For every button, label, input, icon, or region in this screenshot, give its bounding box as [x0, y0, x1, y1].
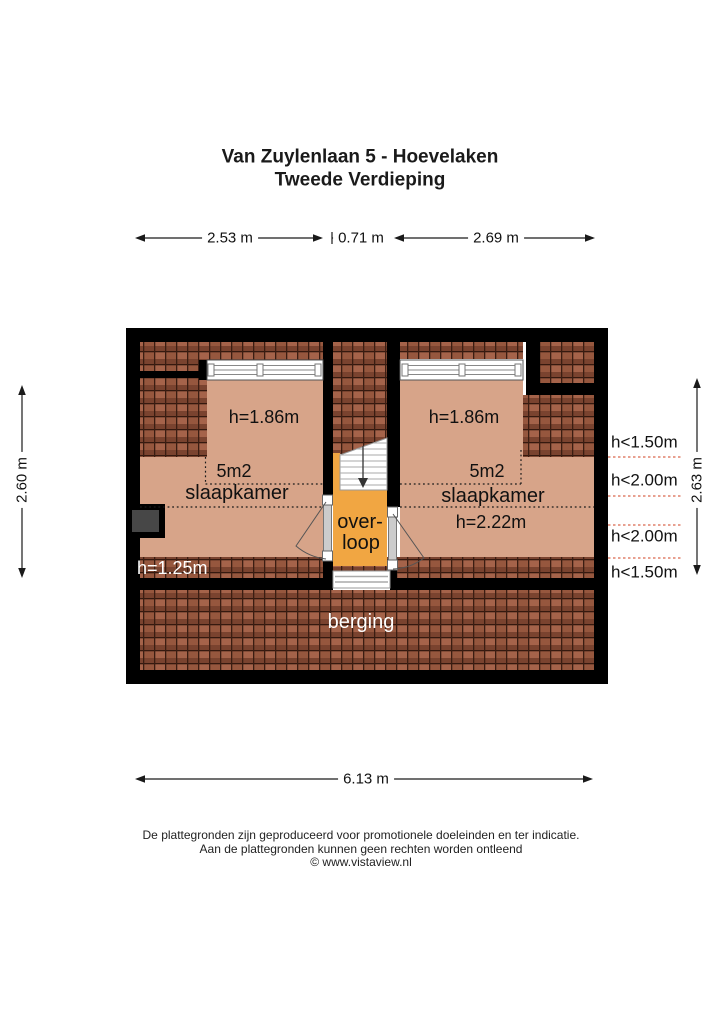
- page-title-line1: Van Zuylenlaan 5 - Hoevelaken: [221, 146, 499, 168]
- door-berging: [333, 571, 390, 588]
- dim-bottom: 6.13 m: [338, 772, 394, 787]
- dim-top-right: 2.69 m: [468, 231, 524, 246]
- height-zone-4: h<1.50m: [611, 562, 678, 582]
- bedroom-left-ceiling-height: h=1.86m: [228, 407, 300, 427]
- dim-top-left: 2.53 m: [202, 231, 258, 246]
- window-bedroom-left: [207, 360, 323, 380]
- knee-wall-height: h=1.25m: [137, 558, 208, 578]
- bedroom-left-area: 5m2: [216, 461, 252, 481]
- landing-name-line2: loop: [342, 532, 380, 554]
- height-zone-2: h<2.00m: [611, 470, 678, 490]
- roof-column-left: [140, 378, 207, 457]
- landing-name-line1: over-: [337, 511, 383, 533]
- dim-top-middle: 0.71 m: [333, 231, 389, 246]
- storage-name: berging: [327, 611, 395, 633]
- height-zone-3: h<2.00m: [611, 526, 678, 546]
- roof-niche-right: [540, 342, 594, 383]
- bedroom-right-area: 5m2: [469, 461, 505, 481]
- roof-band-top-right: [400, 342, 523, 359]
- bedroom-right-ceiling-height2: h=2.22m: [455, 512, 527, 532]
- page-title-line2: Tweede Verdieping: [274, 169, 446, 191]
- copyright: © www.vistaview.nl: [310, 855, 412, 869]
- height-zone-1: h<1.50m: [611, 432, 678, 452]
- dim-left: 2.60 m: [15, 452, 30, 508]
- disclaimer-line2: Aan de plattegronden kunnen geen rechten worden ontleend: [199, 842, 523, 856]
- window-bedroom-right: [400, 360, 523, 380]
- bedroom-left-name: slaapkamer: [185, 482, 289, 504]
- roof-column-right: [523, 395, 594, 457]
- bedroom-right-ceiling-height: h=1.86m: [428, 407, 500, 427]
- disclaimer-line1: De plattegronden zijn geproduceerd voor promotionele doeleinden en ter indicatie.: [142, 828, 580, 842]
- bedroom-right-name: slaapkamer: [441, 485, 545, 507]
- roof-corridor-top: [333, 342, 387, 454]
- dim-right: 2.63 m: [690, 452, 705, 508]
- chimney: [126, 504, 165, 538]
